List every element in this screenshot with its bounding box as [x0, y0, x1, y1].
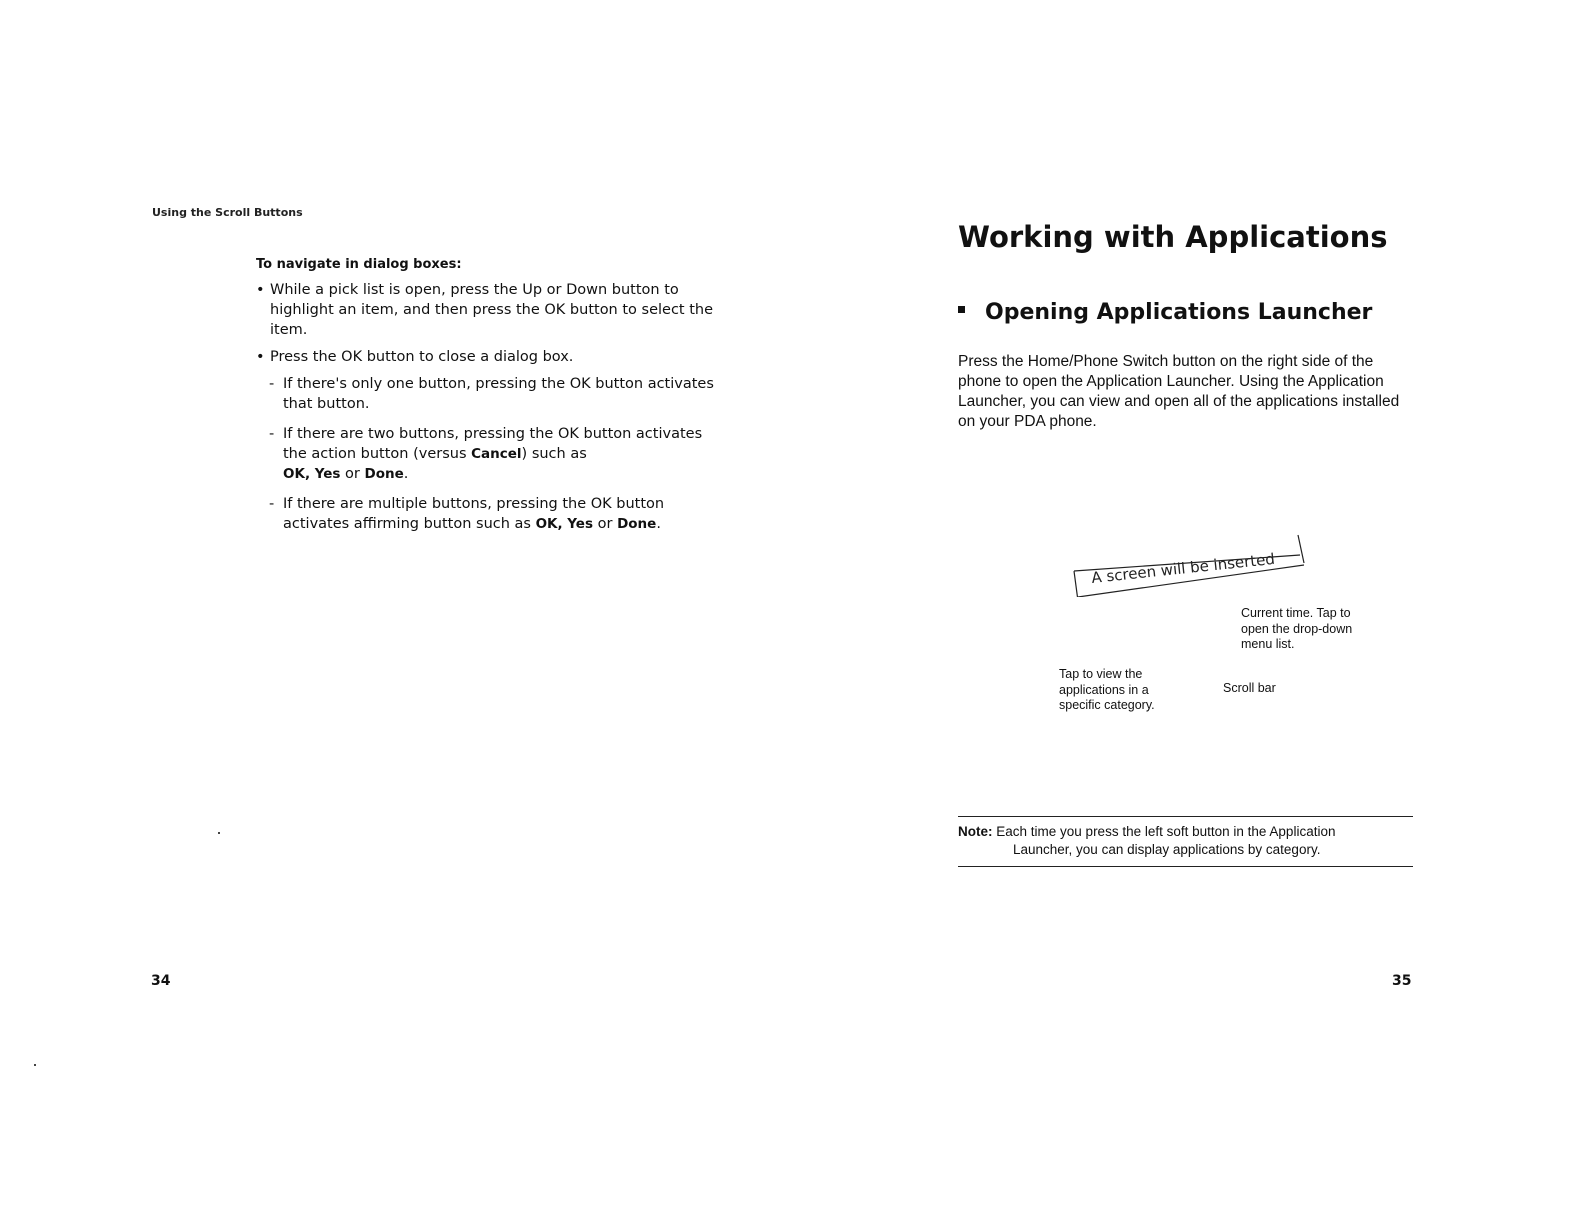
sub-text-part: . [403, 466, 409, 482]
section-title [958, 300, 1372, 325]
bullet-text: Press the OK button to close a dialog box. [270, 349, 574, 365]
callout-category: Tap to view the applications in a specific category. [1059, 667, 1155, 712]
note-rule-top [958, 816, 1413, 817]
sub-text [283, 496, 664, 532]
keyword-ok: OK, [283, 466, 311, 482]
note-box [958, 823, 1413, 859]
sub-text-part: or [593, 516, 618, 532]
keyword-yes: Yes [314, 466, 341, 482]
scan-speck [218, 832, 220, 834]
bullet-item [256, 280, 726, 340]
bullet-text: While a pick list is open, press the Up or Down button to highlight an item, and then press the OK button to select the item. [270, 282, 714, 338]
sub-item [256, 424, 726, 484]
page-number-right: 35 [1392, 973, 1412, 989]
sub-text-part: If there are multiple buttons, pressing the OK button activates affirming button such as [283, 496, 665, 532]
running-head: Using the Scroll Buttons [152, 206, 303, 219]
sub-text-part: . [656, 516, 661, 532]
sub-text-part: If there are two buttons, pressing the OK button activates the action button (versus [283, 426, 703, 462]
keyword-done: Done [617, 516, 657, 532]
dash-icon: - [269, 496, 275, 512]
procedure-title: To navigate in dialog boxes: [256, 257, 462, 272]
sub-item [256, 374, 726, 414]
callout-current-time: Current time. Tap to open the drop-down menu list. [1241, 606, 1353, 651]
bullet-icon: • [256, 282, 265, 298]
sub-item [256, 494, 726, 534]
keyword-yes: Yes [567, 516, 593, 532]
sub-text-part: or [340, 466, 365, 482]
note-rule-bottom [958, 866, 1413, 867]
page-number-left: 34 [151, 973, 171, 989]
section-title-text: Opening Applications Launcher [985, 300, 1373, 325]
screen-placeholder-image [1072, 531, 1308, 597]
sub-text: If there's only one button, pressing the OK button activates that button. [283, 376, 714, 412]
keyword-ok: OK, [535, 516, 563, 532]
procedure-steps [256, 280, 726, 544]
note-text: Launcher, you can display applications by category. [1013, 842, 1321, 857]
chapter-title: Working with Applications [958, 220, 1388, 254]
placeholder-text: A screen will be inserted [1090, 549, 1276, 587]
note-label: Note: [958, 824, 993, 839]
bullet-item [256, 347, 726, 367]
callout-scroll-bar: Scroll bar [1223, 681, 1276, 695]
bullet-icon: • [256, 349, 265, 365]
note-line [958, 823, 1413, 841]
keyword-done: Done [364, 466, 404, 482]
sub-text [283, 426, 702, 482]
intro-paragraph: Press the Home/Phone Switch button on the right side of the phone to open the Application Launcher. Using the Application Launcher, you can view and open all of the applications installed on your PDA phone. [958, 353, 1400, 430]
section-square-icon [958, 306, 965, 313]
note-text: Each time you press the left soft button in the Application [996, 824, 1336, 839]
scan-speck [34, 1064, 36, 1066]
sub-text-part: ) such as [521, 446, 587, 462]
keyword-cancel: Cancel [471, 446, 522, 462]
dash-icon: - [269, 426, 275, 442]
dash-icon: - [269, 376, 275, 392]
